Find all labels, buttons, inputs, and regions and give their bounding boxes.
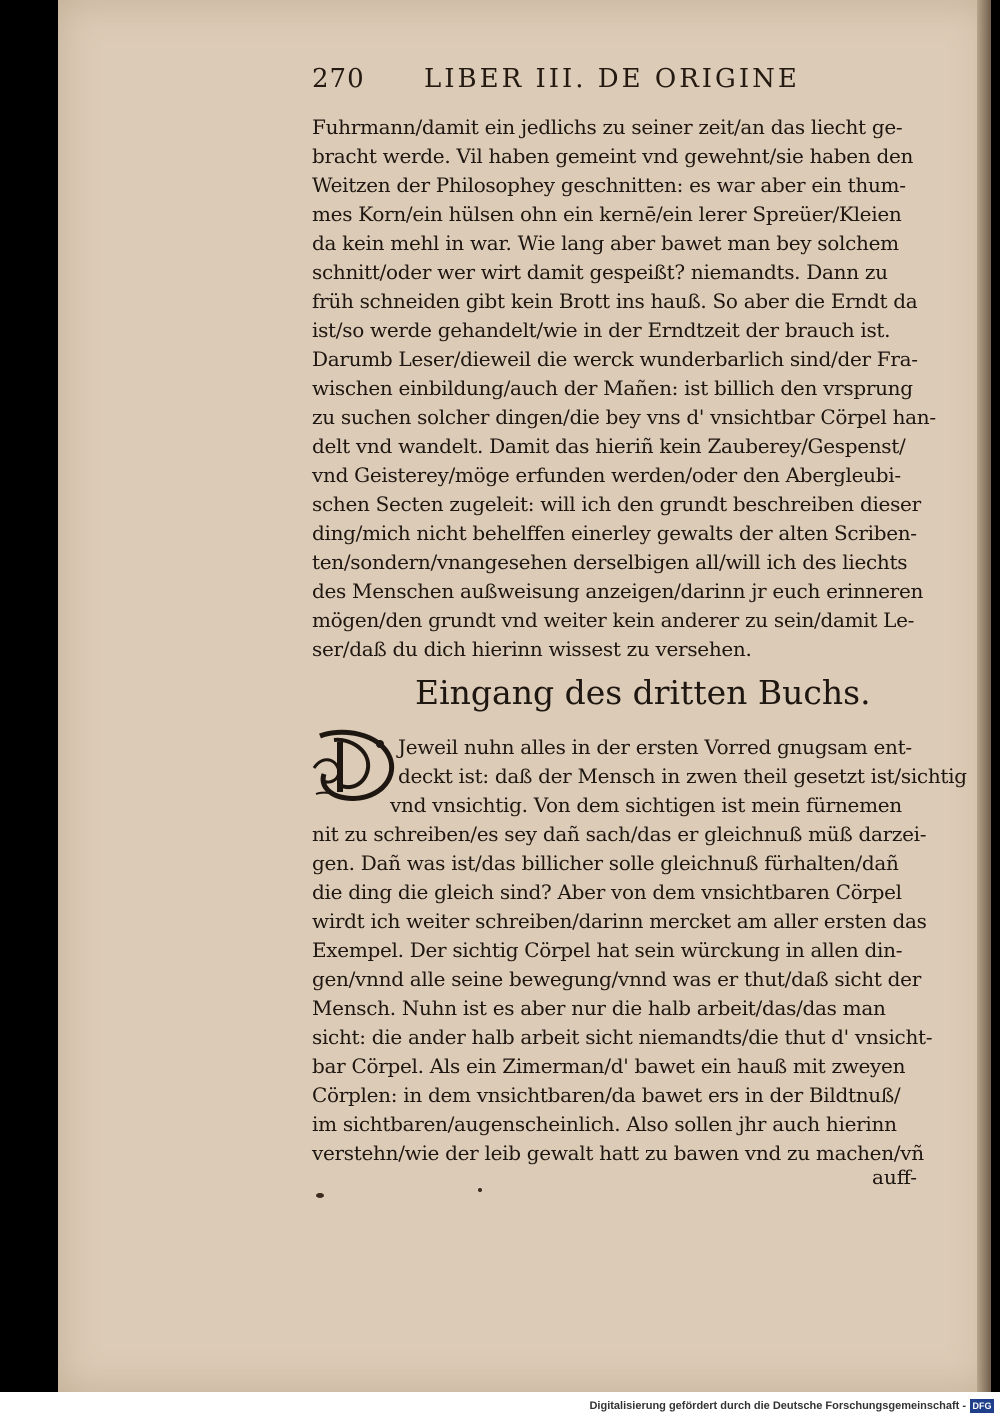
text-line: mögen/den grundt vnd weiter kein anderer zu sein/damit Le- bbox=[312, 608, 915, 632]
funding-credit: Digitalisierung gefördert durch die Deutsche Forschungsgemeinschaft - bbox=[589, 1400, 966, 1412]
text-line: vnd vnsichtig. Von dem sichtigen ist mein fürnemen bbox=[390, 793, 902, 817]
ink-speck bbox=[478, 1188, 482, 1192]
text-line: die ding die gleich sind? Aber von dem vnsichtbaren Cörpel bbox=[312, 880, 902, 904]
text-line: früh schneiden gibt kein Brott ins hauß. So aber die Erndt da bbox=[312, 289, 918, 313]
ink-speck bbox=[316, 1193, 324, 1198]
text-line: deckt ist: daß der Mensch in zwen theil gesetzt ist/sichtig bbox=[398, 764, 967, 788]
text-line: Jeweil nuhn alles in der ersten Vorred gnugsam ent- bbox=[398, 735, 912, 759]
text-line: verstehn/wie der leib gewalt hatt zu bawen vnd zu machen/vñ bbox=[312, 1141, 924, 1165]
catchword: auff- bbox=[872, 1165, 918, 1189]
text-line: mes Korn/ein hülsen ohn ein kernē/ein lerer Spreüer/Kleien bbox=[312, 202, 902, 226]
text-line: ding/mich nicht behelffen einerley gewalts der alten Scriben- bbox=[312, 521, 917, 545]
page-number: 270 bbox=[312, 64, 365, 94]
text-line: wischen einbildung/auch der Mañen: ist billich den vrsprung bbox=[312, 376, 913, 400]
footer-bar bbox=[0, 1392, 1000, 1424]
text-line: Mensch. Nuhn ist es aber nur die halb arbeit/das/das man bbox=[312, 996, 886, 1020]
decorated-initial-icon bbox=[310, 728, 396, 804]
section-heading: Eingang des dritten Buchs. bbox=[415, 673, 871, 712]
text-line: delt vnd wandelt. Damit das hieriñ kein Zauberey/Gespenst/ bbox=[312, 434, 906, 458]
text-line: Cörplen: in dem vnsichtbaren/da bawet ers in der Bildtnuß/ bbox=[312, 1083, 901, 1107]
text-line: zu suchen solcher dingen/die bey vns d' vnsichtbar Cörpel han- bbox=[312, 405, 936, 429]
text-line: des Menschen außweisung anzeigen/darinn jr euch erinneren bbox=[312, 579, 924, 603]
text-line: Exempel. Der sichtig Cörpel hat sein würckung in allen din- bbox=[312, 938, 903, 962]
text-line: im sichtbaren/augenscheinlich. Also sollen jhr auch hierinn bbox=[312, 1112, 897, 1136]
text-line: da kein mehl in war. Wie lang aber bawet man bey solchem bbox=[312, 231, 899, 255]
text-line: nit zu schreiben/es sey dañ sach/das er gleichnuß müß darzei- bbox=[312, 822, 927, 846]
text-line: sicht: die ander halb arbeit sicht niemandts/die thut d' vnsicht- bbox=[312, 1025, 933, 1049]
text-line: gen. Dañ was ist/das billicher solle gleichnuß fürhalten/dañ bbox=[312, 851, 899, 875]
page-edge bbox=[977, 0, 991, 1392]
text-line: ten/sondern/vnangesehen derselbigen all/will ich des liechts bbox=[312, 550, 908, 574]
text-line: bracht werde. Vil haben gemeint vnd gewehnt/sie haben den bbox=[312, 144, 914, 168]
text-line: ist/so werde gehandelt/wie in der Erndtzeit der brauch ist. bbox=[312, 318, 891, 342]
text-line: schen Secten zugeleit: will ich den grundt beschreiben dieser bbox=[312, 492, 921, 516]
text-line: wirdt ich weiter schreiben/darinn mercket am aller ersten das bbox=[312, 909, 927, 933]
text-line: ser/daß du dich hierinn wissest zu versehen. bbox=[312, 637, 752, 661]
dfg-logo: DFG bbox=[970, 1399, 994, 1413]
page-header bbox=[312, 62, 872, 102]
text-line: Fuhrmann/damit ein jedlichs zu seiner zeit/an das liecht ge- bbox=[312, 115, 903, 139]
text-line: schnitt/oder wer wirt damit gespeißt? niemandts. Dann zu bbox=[312, 260, 888, 284]
text-line: bar Cörpel. Als ein Zimerman/d' bawet ein hauß mit zweyen bbox=[312, 1054, 906, 1078]
text-line: Weitzen der Philosophey geschnitten: es war aber ein thum- bbox=[312, 173, 906, 197]
text-line: vnd Geisterey/möge erfunden werden/oder den Abergleubi- bbox=[312, 463, 901, 487]
running-title: LIBER III. DE ORIGINE bbox=[424, 64, 800, 94]
text-line: Darumb Leser/dieweil die werck wunderbarlich sind/der Fra- bbox=[312, 347, 918, 371]
text-line: gen/vnnd alle seine bewegung/vnnd was er thut/daß sicht der bbox=[312, 967, 921, 991]
